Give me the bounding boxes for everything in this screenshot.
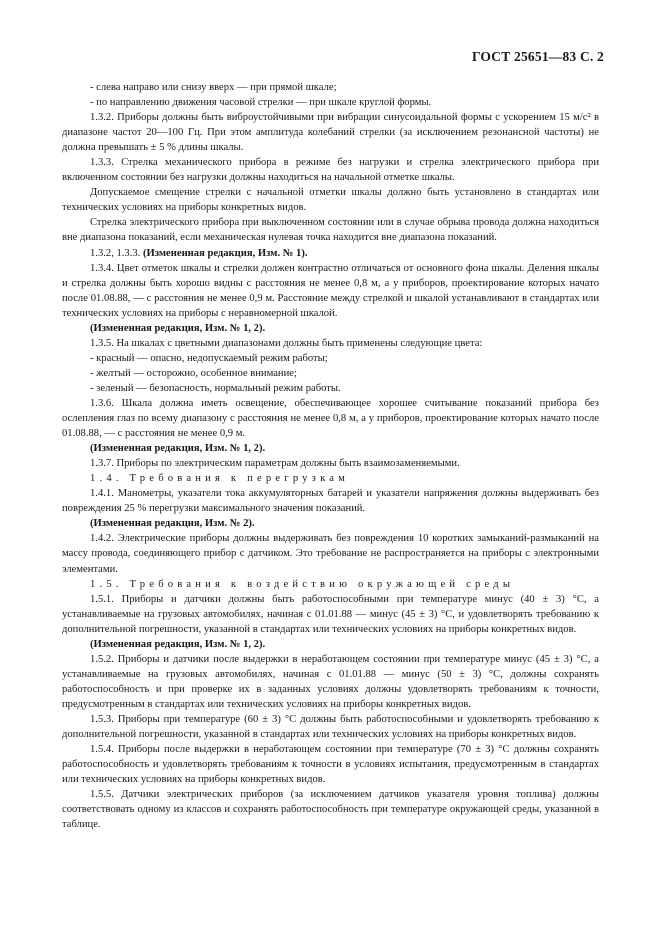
amendment-label: (Измененная редакция, Изм. № 1). — [142, 247, 308, 259]
paragraph-1-3-7: 1.3.7. Приборы по электрическим параметрам должны быть взаимозаменяемыми. — [90, 458, 460, 470]
list-item: - зеленый — безопасность, нормальный режим работы. — [90, 382, 341, 394]
paragraph-1-3-3: 1.3.3. Стрелка механического прибора в режиме без нагрузки и стрелка электрического прибора при включенном состоянии без нагрузки должны находиться на начальной отметке шкалы. — [62, 157, 599, 184]
paragraph-1-4-2: 1.4.2. Электрические приборы должны выдерживать без повреждения 10 коротких замыканий-размыканий на массу провода, соединяющего прибор с датчиком. Это требование не распространяется на приборы с электронными элементами. — [62, 533, 599, 575]
list-item: - красный — опасно, недопускаемый режим работы; — [90, 352, 328, 364]
list-item: - по направлению движения часовой стрелки — при шкале круглой формы. — [90, 97, 432, 109]
amendment-note: (Измененная редакция, Изм. № 1, 2). — [90, 322, 266, 334]
paragraph-1-3-5: 1.3.5. На шкалах с цветными диапазонами должны быть применены следующие цвета: — [90, 337, 483, 349]
paragraph: Стрелка электрического прибора при выключенном состоянии или в случае обрыва провода должна находиться вне диапазона показаний, если механическая нулевая точка находится вне диапазона показаний. — [62, 217, 599, 244]
page-header: ГОСТ 25651—83 С. 2 — [471, 49, 604, 64]
list-item: - желтый — осторожно, особенное внимание; — [90, 367, 297, 379]
amendment-ref: 1.3.2, 1.3.3. — [90, 247, 143, 259]
amendment-note: (Измененная редакция, Изм. № 1, 2). — [90, 443, 266, 455]
paragraph-1-5-1: 1.5.1. Приборы и датчики должны быть работоспособными при температуре минус (40 ± 3) °С, а устанавливаемые на грузовых автомобилях, начиная с 01.01.88 — минус (45 ± 3) °С, и удовлетворять требованию к дополнительной погрешности, указанной в стандартах или технических условиях на приборы конкретных видов. — [62, 593, 599, 635]
paragraph-1-4-1: 1.4.1. Манометры, указатели тока аккумуляторных батарей и указатели напряжения должны выдерживать без повреждения 25 % перегрузки максимального значения показаний. — [62, 488, 599, 515]
section-heading-1-4: 1.4. Требования к перегрузкам — [90, 473, 350, 485]
section-heading-1-5: 1.5. Требования к воздействию окружающей среды — [90, 578, 515, 590]
document-body — [62, 80, 599, 832]
amendment-note: (Измененная редакция, Изм. № 1, 2). — [90, 638, 266, 650]
paragraph-1-5-5: 1.5.5. Датчики электрических приборов (за исключением датчиков указателя уровня топлива) должны соответствовать одному из классов и сохранять работоспособность при температуре окружающей среды, указанной в таблице. — [62, 789, 599, 831]
amendment-note: (Измененная редакция, Изм. № 2). — [90, 518, 255, 530]
paragraph-1-3-6: 1.3.6. Шкала должна иметь освещение, обеспечивающее хорошее считывание показаний прибора без ослепления глаз по всему диапазону с расстояния не менее 0,8 м, а у приборов, проектирование которых начато после 01.08.88, — с расстояния не менее 0,9 м. — [62, 397, 599, 440]
list-item: - слева направо или снизу вверх — при прямой шкале; — [90, 82, 337, 93]
paragraph: Допускаемое смещение стрелки с начальной отметки шкалы должно быть установлено в стандартах или технических условиях на приборы конкретных видов. — [62, 187, 599, 214]
amendment-note — [62, 246, 599, 261]
paragraph-1-3-2: 1.3.2. Приборы должны быть виброустойчивыми при вибрации синусоидальной формы с ускорением 15 м/с² в диапазоне частот 20—100 Гц. При этом амплитуда колебаний стрелки (за исключением резонансной частоты) не должна превышать ± 5 % длины шкалы. — [62, 112, 599, 154]
paragraph-1-3-4: 1.3.4. Цвет отметок шкалы и стрелки должен контрастно отличаться от основного фона шкалы. Деления шкалы и стрелка должны быть хорошо видны с расстояния не менее 0,8 м, а у приборов, проектирование которых начато после 01.08.88, — с расстояния не менее 0,9 м. Расстояние между стрелкой и шкалой устанавливают в стандартах или технических условиях на приборы с неравномерной шкалой. — [62, 262, 599, 319]
paragraph-1-5-4: 1.5.4. Приборы после выдержки в неработающем состоянии при температуре (70 ± 3) °С должны сохранять работоспособность и удовлетворять требованиям к точности в условиях испытания, предусмотренным в стандартах или технических условиях на приборы конкретных видов. — [62, 744, 599, 786]
paragraph-1-5-2: 1.5.2. Приборы и датчики после выдержки в неработающем состоянии при температуре минус (45 ± 3) °С, а устанавливаемые на грузовых автомобилях, начиная с 01.01.88 — минус (50 ± 3) °С, должны сохранять работоспособность и при проверке их в заданных условиях должны удовлетворять требованиям к точности, предусмотренным в стандартах или технических условиях на приборы конкретных видов. — [62, 653, 599, 710]
paragraph-1-5-3: 1.5.3. Приборы при температуре (60 ± 3) °С должны быть работоспособными и удовлетворять требованию к дополнительной погрешности, указанной в стандартах или технических условиях на приборы конкретных видов. — [62, 713, 599, 741]
